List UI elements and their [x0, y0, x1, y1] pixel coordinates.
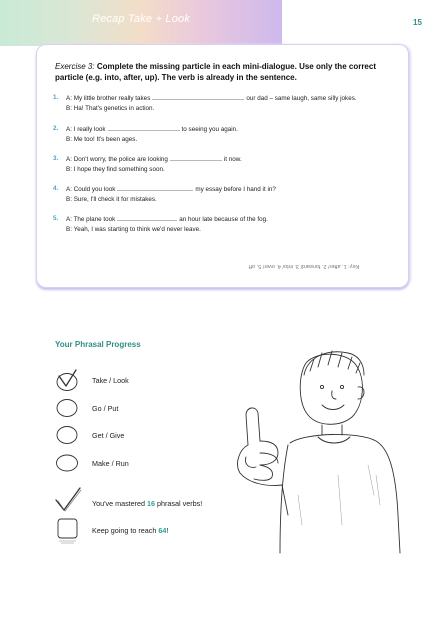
answer-blank[interactable] [170, 154, 222, 161]
item-number: 4. [53, 185, 59, 192]
empty-circle-icon[interactable] [54, 396, 82, 420]
line-b: B: Sure, I'll check it for mistakes. [66, 196, 157, 203]
empty-circle-icon[interactable] [54, 451, 82, 475]
line-a-start: A: Don't worry, the police are looking [66, 156, 168, 163]
mastered-count: 16 [147, 499, 156, 508]
empty-box-icon[interactable] [54, 515, 84, 545]
item-number: 2. [53, 125, 59, 132]
line-a-end: it now. [223, 156, 242, 163]
answer-key: Key: 1. after/ 2. forward/ 3. into/ 4. over/ 5. off [249, 263, 360, 269]
empty-circle-icon[interactable] [54, 423, 82, 447]
progress-item-label: Go / Put [92, 404, 119, 413]
line-a-start: A: I really look [66, 126, 106, 133]
line-a-end: to seeing you again. [181, 126, 238, 133]
header-banner [0, 0, 282, 46]
page-title: Recap Take + Look [91, 13, 191, 25]
goal-text: Keep going to reach 64! [92, 526, 169, 535]
line-b: B: Yeah, I was starting to think we'd never leave. [66, 226, 201, 233]
progress-title: Your Phrasal Progress [55, 340, 141, 349]
answer-blank[interactable] [117, 184, 193, 191]
line-b: B: Me too! It's been ages. [66, 136, 138, 143]
page-number: 15 [413, 18, 422, 27]
line-b: B: I hope they find something soon. [66, 166, 165, 173]
progress-item-label: Make / Run [92, 459, 129, 468]
line-b: B: Ha! That's genetics in action. [66, 105, 155, 112]
line-a-end: our dad – same laugh, same silly jokes. [246, 95, 357, 102]
checkmark-icon [54, 486, 84, 514]
item-number: 5. [53, 215, 59, 222]
exercise-card [36, 44, 409, 288]
progress-item-label: Get / Give [92, 431, 125, 440]
answer-blank[interactable] [108, 124, 180, 131]
exercise-instruction: Complete the missing particle in each mini-dialogue. Use only the correct particle (e.g. into, after, up). The verb is already in the sentence. [55, 62, 376, 82]
progress-item-label: Take / Look [92, 376, 129, 385]
line-a-end: an hour late because of the fog. [179, 216, 268, 223]
line-a-start: A: Could you look [66, 186, 116, 193]
line-a-end: my essay before I hand it in? [195, 186, 276, 193]
answer-blank[interactable] [117, 214, 177, 221]
thumbs-up-illustration [218, 345, 418, 555]
mastered-text: You've mastered 16 phrasal verbs! [92, 499, 203, 508]
answer-blank[interactable] [152, 93, 244, 100]
line-a-start: A: The plane took [66, 216, 116, 223]
exercise-label: Exercise 3: [55, 62, 95, 71]
goal-count: 64 [158, 526, 167, 535]
line-a-start: A: My little brother really takes [66, 95, 151, 102]
item-number: 3. [53, 155, 59, 162]
checked-circle-icon[interactable] [54, 368, 82, 392]
exercise-intro [55, 61, 395, 83]
item-number: 1. [53, 94, 59, 101]
